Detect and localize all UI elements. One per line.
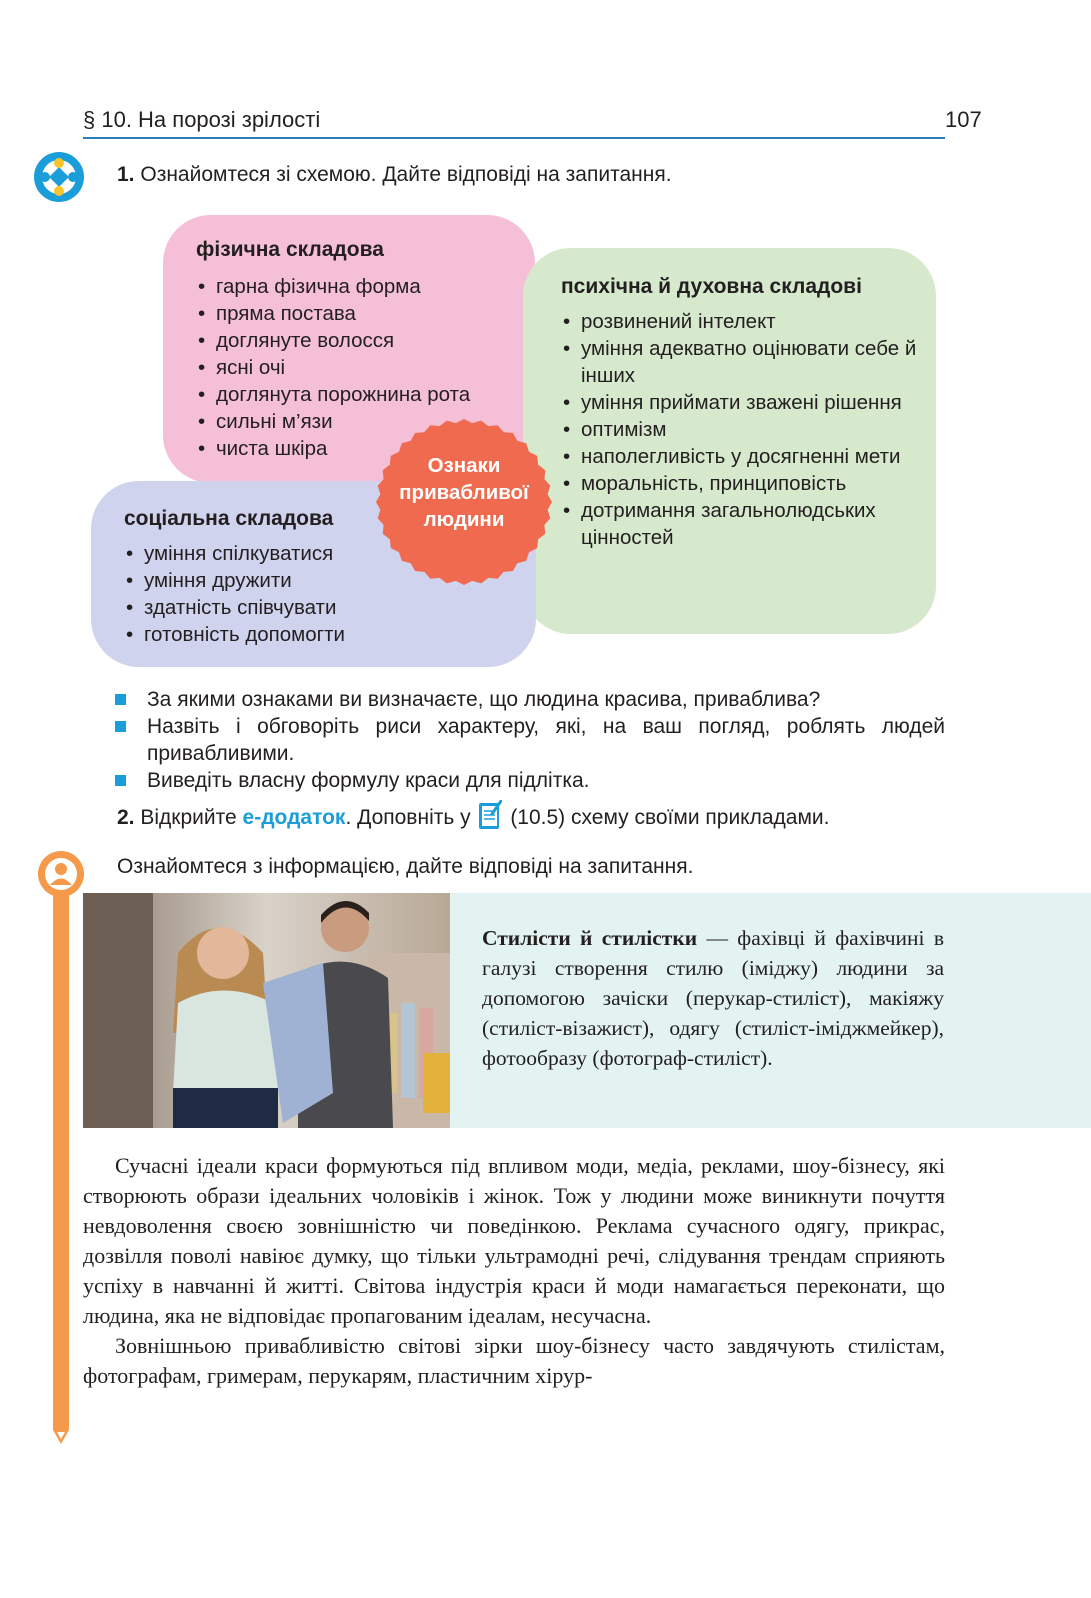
task-2 (117, 800, 829, 830)
list-item: • пряма постава (196, 300, 470, 327)
physical-component-title: фізична складова (196, 238, 384, 261)
mental-spiritual-component-box (523, 248, 936, 634)
list-item: • гарна фізична форма (196, 273, 470, 300)
page-number: 107 (945, 107, 982, 132)
list-item: • уміння дружити (124, 567, 345, 594)
social-component-title: соціальна складова (124, 507, 334, 530)
definition-term: Стилісти й стилістки (482, 926, 698, 950)
stylist-photo (83, 893, 450, 1128)
task-1 (117, 163, 672, 187)
list-item: • чиста шкіра (196, 435, 470, 462)
question-list (113, 686, 945, 794)
task-1-text: Ознайомтеся зі схемою. Дайте відповіді на запитання. (140, 163, 672, 186)
body-paragraph: Зовнішньою привабливістю світові зірки шоу-бізнесу часто завдячують стилістам, фотографам, гримерам, перукарям, пластичним хірур- (83, 1333, 945, 1388)
question-item: Виведіть власну формулу краси для підлітка. (113, 767, 945, 794)
info-margin-bar (53, 894, 69, 1430)
task-2-number: 2. (117, 806, 135, 829)
list-item: • наполегливість у досягненні мети (561, 443, 921, 470)
question-item: Назвіть і обговоріть риси характеру, які, на ваш погляд, роблять людей привабливими. (113, 713, 945, 767)
e-supplement-link[interactable]: е-додаток (242, 806, 346, 829)
group-discussion-icon (33, 151, 85, 203)
list-item: • доглянуте волосся (196, 327, 470, 354)
list-item: • оптимізм (561, 416, 921, 443)
list-item: • сильні м’язи (196, 408, 470, 435)
task-2-text-middle: . Доповніть у (345, 806, 471, 829)
list-item: • уміння приймати зважені рішення (561, 389, 921, 416)
list-item: • розвинений інтелект (561, 308, 921, 335)
mental-component-title: психічна й духовна складові (561, 275, 862, 298)
task-1-number: 1. (117, 163, 135, 186)
list-item: • моральність, принциповість (561, 470, 921, 497)
running-header-title: § 10. На порозі зрілості (83, 107, 321, 132)
body-paragraph: Сучасні ідеали краси формуються під впливом моди, медіа, реклами, шоу-бізнесу, які створюють образи ідеальних чоловіків і жінок. Тож у людини може виникнути почуття невдоволення своєю зовнішністю чи поведінкою. Реклама сучасного одягу, прикрас, дозвілля поволі навіює думку, що тільки ультрамодні речі, слідування трендам сприяють успіху в навчанні й житті. Світова індустрія краси й моди намагається переконати, що людина, яка не відповідає пропагованим ідеалам, несучасна. (83, 1153, 945, 1328)
task-2-text-before: Відкрийте (140, 806, 237, 829)
info-bar-end-arrow (53, 1430, 69, 1444)
information-person-icon (37, 850, 85, 898)
info-intro: Ознайомтеся з інформацією, дайте відповіді на запитання. (117, 855, 694, 878)
main-body-text (83, 1151, 945, 1391)
workbook-icon (478, 800, 502, 830)
social-component-list (124, 540, 345, 648)
list-item: • уміння спілкуватися (124, 540, 345, 567)
list-item: • дотримання загальнолюдських цінностей (561, 497, 921, 551)
task-2-text-after: (10.5) схему своїми прикладами. (510, 806, 830, 829)
list-item: • уміння адекватно оцінювати себе й інших (561, 335, 921, 389)
question-item: За якими ознаками ви визначаєте, що людина красива, приваблива? (113, 686, 945, 713)
center-badge-label: Ознаки привабливої людини (399, 454, 529, 531)
definition-text: — фахівці й фахівчині в галузі створення стилю (іміджу) людини за допомогою зачіски (перукар-стиліст), макіяжу (стиліст-візажист), одягу (стиліст-іміджмейкер), фотообразу (фотограф-стиліст). (482, 926, 944, 1070)
list-item: • ясні очі (196, 354, 470, 381)
list-item: • здатність співчувати (124, 594, 345, 621)
mental-component-list (561, 308, 921, 551)
stylist-definition (482, 923, 944, 1073)
header-divider (83, 137, 945, 139)
list-item: • доглянута порожнина рота (196, 381, 470, 408)
list-item: • готовність допомогти (124, 621, 345, 648)
